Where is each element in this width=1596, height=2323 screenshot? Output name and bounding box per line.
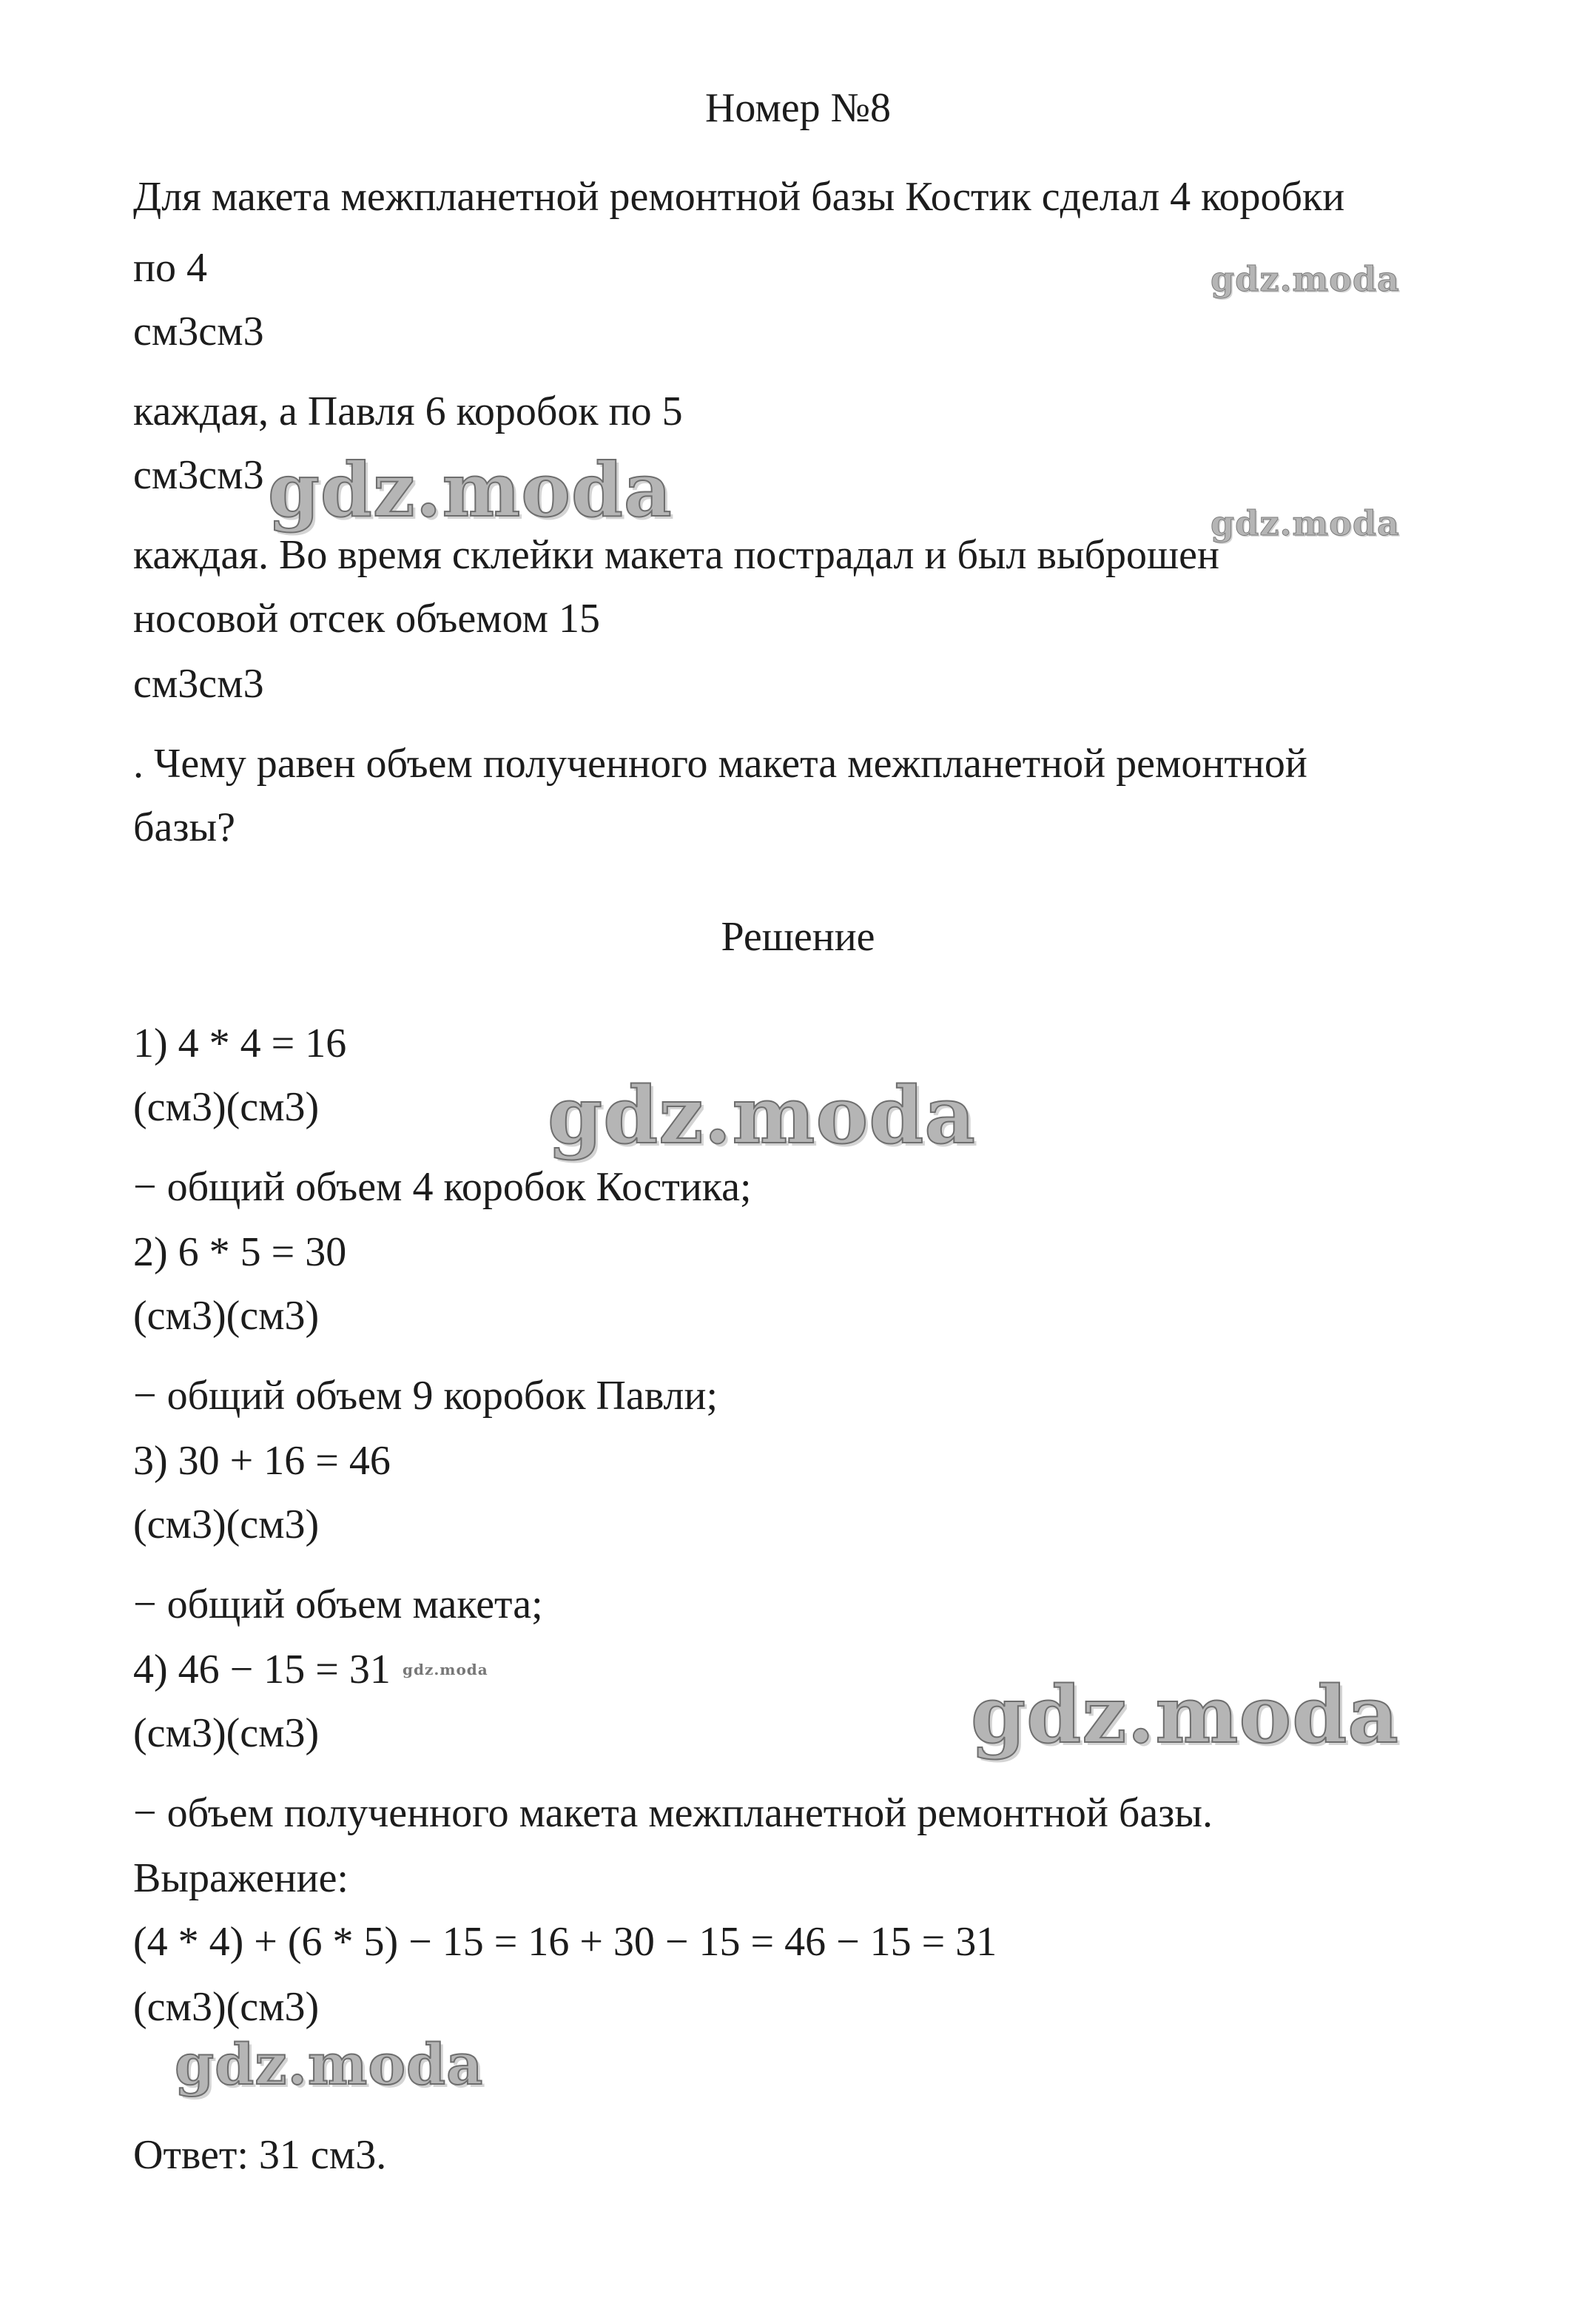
solution-line: Выражение:: [133, 1855, 349, 1901]
watermark-large: gdz.moda: [971, 1668, 1399, 1761]
watermark-medium: gdz.moda: [175, 2031, 484, 2097]
problem-line: по 4: [133, 245, 207, 291]
solution-line: (см3)(см3): [133, 1710, 320, 1756]
page-title: Номер №8: [704, 85, 892, 131]
solution-line: − общий объем макета;: [133, 1581, 543, 1627]
problem-line: базы?: [133, 804, 235, 850]
solution-heading: Решение: [721, 914, 875, 960]
solution-line: 1) 4 * 4 = 16: [133, 1021, 347, 1066]
solution-line: − общий объем 9 коробок Павли;: [133, 1373, 718, 1419]
problem-line: каждая. Во время склейки макета пострадал и был выброшен: [133, 532, 1220, 578]
solution-line: − объем полученного макета межпланетной ремонтной базы.: [133, 1790, 1213, 1836]
watermark-large: gdz.moda: [268, 446, 673, 534]
solution-line: (см3)(см3): [133, 1984, 320, 2030]
problem-line: каждая, а Павля 6 коробок по 5: [133, 389, 683, 434]
problem-line: Для макета межпланетной ремонтной базы Костик сделал 4 коробки: [133, 174, 1345, 220]
solution-line: (4 * 4) + (6 * 5) − 15 = 16 + 30 − 15 = 46 − 15 = 31: [133, 1919, 997, 1965]
watermark-tiny: gdz.moda: [403, 1661, 488, 1678]
solution-line: (см3)(см3): [133, 1084, 320, 1130]
answer-text: Ответ: 31 см3.: [133, 2132, 387, 2178]
solution-line: 4) 46 − 15 = 31: [133, 1647, 391, 1692]
solution-line: 3) 30 + 16 = 46: [133, 1438, 391, 1484]
solution-line: 2) 6 * 5 = 30: [133, 1229, 347, 1275]
problem-line: . Чему равен объем полученного макета межпланетной ремонтной: [133, 741, 1307, 787]
solution-line: − общий объем 4 коробок Костика;: [133, 1164, 752, 1210]
problem-line: носовой отсек объемом 15: [133, 596, 600, 642]
watermark-large: gdz.moda: [548, 1069, 976, 1161]
problem-line: см3см3: [133, 309, 264, 354]
solution-line: (см3)(см3): [133, 1293, 320, 1339]
problem-line: см3см3: [133, 452, 264, 498]
problem-line: см3см3: [133, 661, 264, 707]
watermark-small: gdz.moda: [1211, 259, 1400, 299]
solution-line: (см3)(см3): [133, 1502, 320, 1547]
watermark-small: gdz.moda: [1211, 503, 1400, 543]
